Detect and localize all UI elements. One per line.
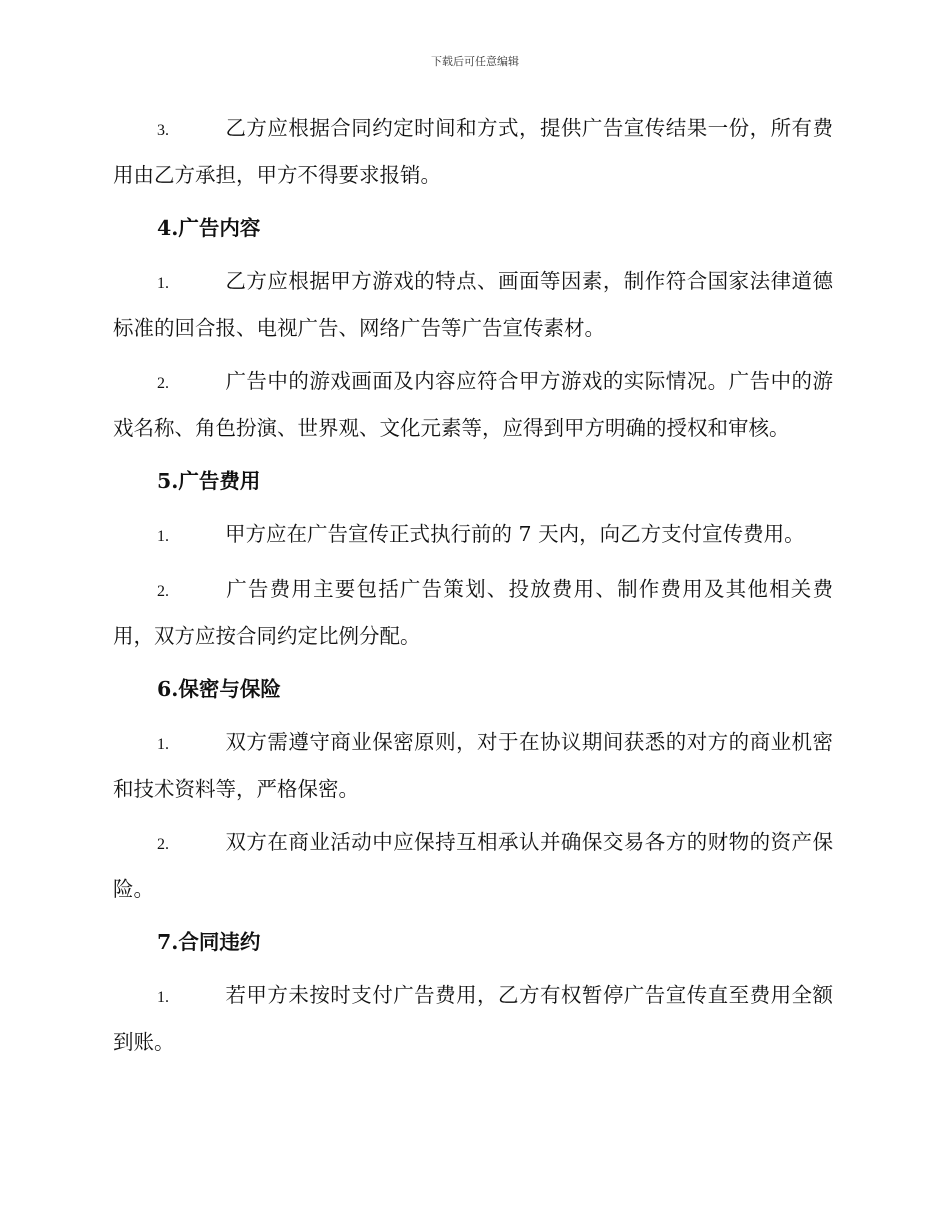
clause-text: 甲方应在广告宣传正式执行前的 7 天内，向乙方支付宣传费用。 [225,522,805,546]
clause-ad-content-1 [113,259,833,351]
clause-number: 3. [157,122,169,139]
clause-text: 乙方应根据甲方游戏的特点、画面等因素，制作符合国家法律道德标准的回合报、电视广告、网络广告等广告宣传素材。 [113,269,833,340]
section-heading-confidentiality: 6.保密与保险 [157,677,281,701]
clause-ad-fees-1 [113,512,833,559]
clause-text: 广告费用主要包括广告策划、投放费用、制作费用及其他相关费用，双方应按合同约定比例分配。 [113,577,833,648]
clause-breach-1 [113,973,833,1065]
clause-number: 1. [157,275,169,292]
clause-confidentiality-1 [113,720,833,812]
section-heading-ad-fees: 5.广告费用 [157,469,261,493]
page-header: 下载后可任意编辑 [431,55,519,68]
section-heading-ad-content: 4.广告内容 [157,216,261,240]
document-body [113,106,833,1073]
clause-number: 2. [157,375,169,392]
clause-number: 2. [157,836,169,853]
clause-text: 若甲方未按时支付广告费用，乙方有权暂停广告宣传直至费用全额到账。 [113,983,833,1054]
clause-number: 1. [157,528,169,545]
clause-number: 1. [157,736,169,753]
clause-text: 乙方应根据合同约定时间和方式，提供广告宣传结果一份，所有费用由乙方承担，甲方不得要求报销。 [113,116,833,187]
clause-text: 双方在商业活动中应保持互相承认并确保交易各方的财物的资产保险。 [113,830,833,901]
clause-confidentiality-2 [113,820,833,912]
section-heading-breach: 7.合同违约 [157,930,261,954]
clause-3-result-report [113,106,833,198]
clause-text: 广告中的游戏画面及内容应符合甲方游戏的实际情况。广告中的游戏名称、角色扮演、世界观、文化元素等，应得到甲方明确的授权和审核。 [113,369,833,440]
clause-number: 1. [157,989,169,1006]
clause-text: 双方需遵守商业保密原则，对于在协议期间获悉的对方的商业机密和技术资料等，严格保密。 [113,730,833,801]
clause-ad-content-2 [113,359,833,451]
clause-number: 2. [157,583,169,600]
clause-ad-fees-2 [113,567,833,659]
